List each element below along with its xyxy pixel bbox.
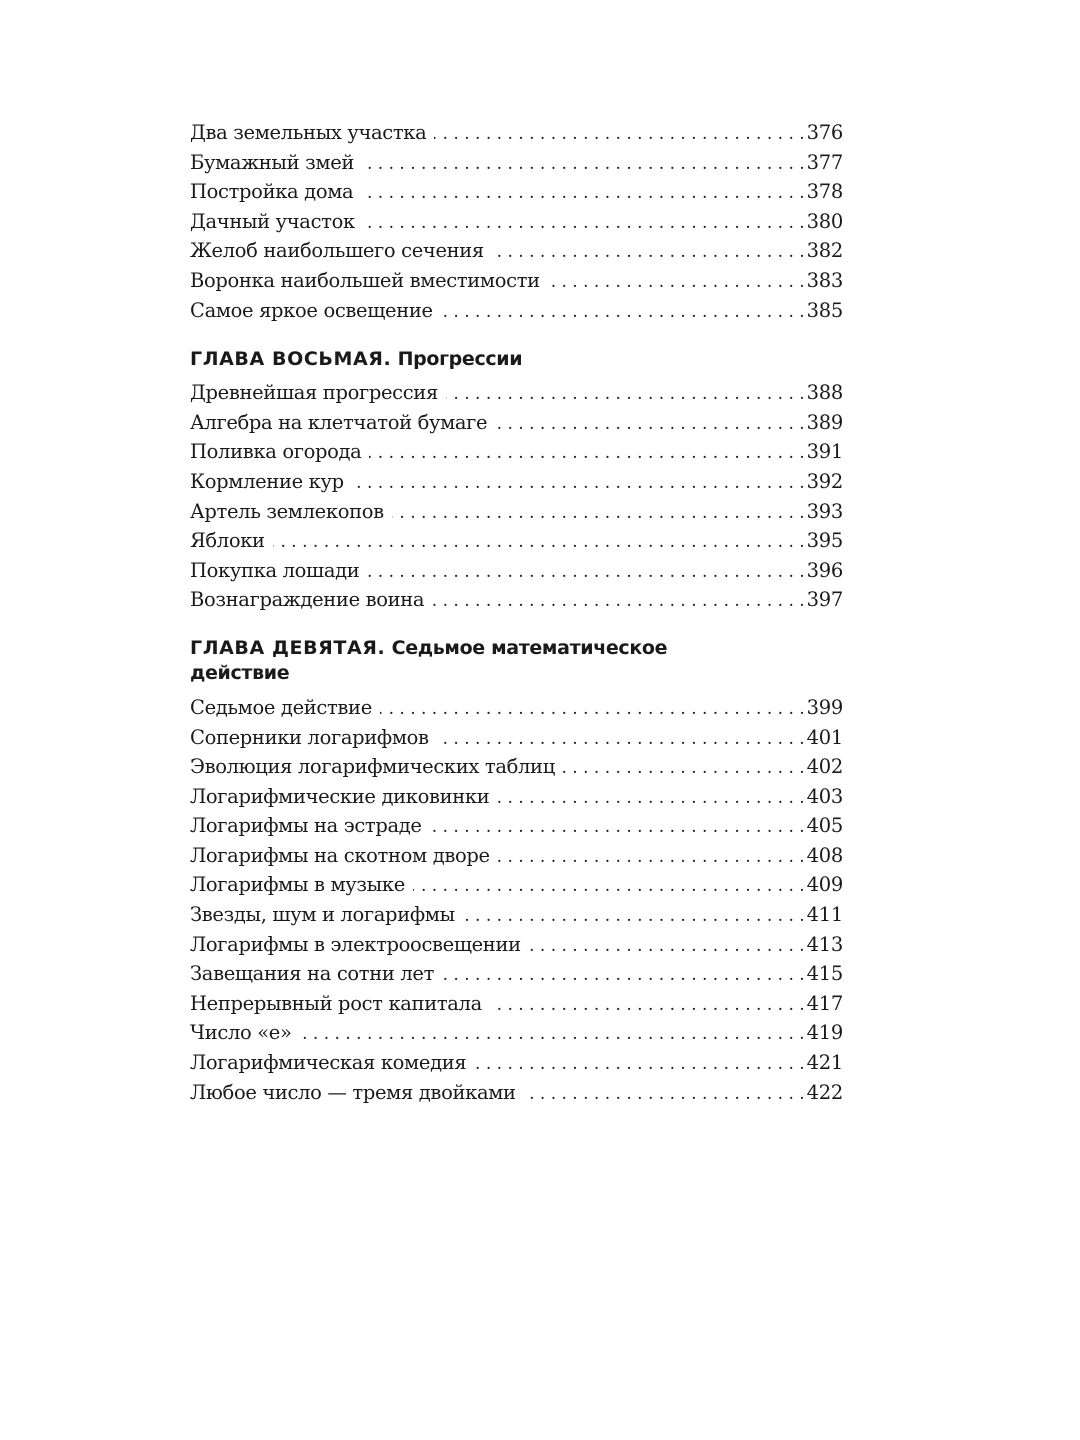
toc-entry-title: Желоб наибольшего сечения [190, 239, 484, 263]
toc-entry-title: Яблоки [190, 529, 265, 553]
dot-leader [497, 784, 804, 814]
toc-entry-page: 383 [806, 268, 843, 292]
dot-leader [446, 380, 805, 410]
toc-entry-page: 392 [806, 469, 843, 493]
toc-entry [190, 177, 843, 207]
dot-leader [548, 268, 805, 298]
toc-entry [190, 1078, 843, 1108]
dot-leader [432, 587, 804, 617]
toc-entry [190, 526, 843, 556]
toc-entry-page: 380 [806, 209, 843, 233]
toc-entry-title: Постройка дома [190, 180, 354, 204]
toc-entry [190, 1048, 843, 1078]
dot-leader [392, 499, 805, 529]
toc-entry-title: Любое число — тремя двойками [190, 1080, 516, 1104]
toc-entry [190, 782, 843, 812]
dot-leader [463, 902, 805, 932]
toc-entry-page: 382 [806, 239, 843, 263]
dot-leader [363, 209, 805, 239]
toc-entry-page: 389 [806, 410, 843, 434]
chapter-label: ГЛАВА ВОСЬМАЯ. [190, 348, 392, 371]
dot-leader [352, 469, 805, 499]
toc-entry-title: Дачный участок [190, 209, 355, 233]
toc-entry [190, 752, 843, 782]
toc-entry [190, 207, 843, 237]
toc-entry-title: Бумажный змей [190, 150, 355, 174]
toc-entry-title: Воронка наибольшей вместимости [190, 268, 540, 292]
dot-leader [300, 1020, 805, 1050]
toc-entry-title: Алгебра на клетчатой бумаге [190, 410, 488, 434]
dot-leader [490, 991, 805, 1021]
toc-entry-title: Древнейшая прогрессия [190, 381, 438, 405]
dot-leader [434, 120, 804, 150]
toc-entry-page: 388 [806, 381, 843, 405]
toc-entry-page: 396 [806, 558, 843, 582]
toc-entry-page: 376 [806, 121, 843, 144]
toc-entry [190, 959, 843, 989]
toc-section-chapter-8 [190, 378, 843, 615]
toc-entry-page: 411 [806, 903, 843, 927]
toc-entry-title: Звезды, шум и логарифмы [190, 903, 455, 927]
toc-entry-page: 391 [806, 440, 843, 464]
toc-entry-page: 421 [806, 1051, 843, 1075]
dot-leader [563, 754, 805, 784]
toc-entry [190, 148, 843, 178]
toc-entry-page: 413 [806, 932, 843, 956]
toc-entry [190, 900, 843, 930]
chapter-title: Прогрессии [397, 348, 523, 371]
toc-entry-page: 415 [806, 962, 843, 986]
toc-entry-page: 402 [806, 755, 843, 779]
toc-entry-page: 408 [806, 843, 843, 867]
toc-entry-title: Кормление кур [190, 469, 344, 493]
dot-leader [441, 298, 805, 328]
toc-entry-page: 395 [806, 529, 843, 553]
toc-entry [190, 989, 843, 1019]
chapter-label: ГЛАВА ДЕВЯТАЯ. [190, 636, 386, 659]
toc-entry-page: 385 [806, 298, 843, 322]
toc-entry [190, 870, 843, 900]
toc-entry-title: Артель землекопов [190, 499, 384, 523]
dot-leader [380, 695, 805, 725]
dot-leader [442, 961, 805, 991]
toc-entry-page: 419 [806, 1021, 843, 1045]
toc-entry-title: Логарифмическая комедия [190, 1051, 467, 1075]
toc-entry [190, 723, 843, 753]
toc-entry-title: Седьмое действие [190, 695, 372, 719]
toc-entry-title: Покупка лошади [190, 558, 360, 582]
toc-entry [190, 296, 843, 326]
toc-entry-title: Самое яркое освещение [190, 298, 433, 322]
toc-entry [190, 467, 843, 497]
dot-leader [369, 439, 804, 469]
toc-entry [190, 556, 843, 586]
toc-entry-title: Логарифмы на эстраде [190, 814, 422, 838]
toc-entry-page: 405 [806, 814, 843, 838]
toc-entry-title: Непрерывный рост капитала [190, 991, 482, 1015]
toc-entry [190, 266, 843, 296]
dot-leader [495, 410, 804, 440]
toc-entry-title: Эволюция логарифмических таблиц [190, 755, 555, 779]
toc-entry [190, 1018, 843, 1048]
toc-entry-page: 378 [806, 180, 843, 204]
toc-entry [190, 118, 843, 148]
toc-entry-title: Логарифмы в музыке [190, 873, 405, 897]
toc-entry [190, 693, 843, 723]
dot-leader [413, 872, 805, 902]
toc-entry [190, 930, 843, 960]
toc-entry-page: 422 [806, 1080, 843, 1104]
toc-entry-title: Два земельных участка [190, 121, 427, 144]
toc-entry-title: Логарифмы в электроосвещении [190, 932, 521, 956]
toc-entry [190, 236, 843, 266]
toc-section-continuation [190, 118, 843, 325]
toc-entry-title: Вознаграждение воина [190, 588, 425, 612]
toc-entry-title: Поливка огорода [190, 440, 362, 464]
toc-entry-title: Соперники логарифмов [190, 725, 429, 749]
dot-leader [273, 528, 805, 558]
toc-entry [190, 841, 843, 871]
chapter-heading [190, 636, 710, 686]
dot-leader [492, 238, 805, 268]
chapter-title: Седьмое математическое действие [190, 636, 668, 684]
dot-leader [498, 843, 805, 873]
toc-entry-title: Число «е» [190, 1021, 292, 1045]
toc-section-chapter-9 [190, 693, 843, 1107]
toc-entry-title: Завещания на сотни лет [190, 962, 435, 986]
chapter-heading [190, 347, 710, 372]
toc-entry [190, 497, 843, 527]
toc-entry-page: 393 [806, 499, 843, 523]
toc-entry-page: 399 [806, 695, 843, 719]
dot-leader [362, 150, 805, 180]
toc-entry-page: 397 [806, 588, 843, 612]
toc-entry-title: Логарифмы на скотном дворе [190, 843, 490, 867]
dot-leader [361, 179, 804, 209]
toc-entry [190, 437, 843, 467]
toc-entry-title: Логарифмические диковинки [190, 784, 490, 808]
toc-entry-page: 377 [806, 150, 843, 174]
toc-entry-page: 409 [806, 873, 843, 897]
toc-entry [190, 378, 843, 408]
dot-leader [437, 725, 805, 755]
dot-leader [474, 1050, 804, 1080]
table-of-contents [190, 118, 843, 1107]
toc-entry-page: 417 [806, 991, 843, 1015]
toc-entry [190, 585, 843, 615]
dot-leader [430, 813, 805, 843]
toc-entry [190, 408, 843, 438]
dot-leader [367, 558, 804, 588]
toc-entry [190, 811, 843, 841]
toc-entry-page: 401 [806, 725, 843, 749]
dot-leader [529, 932, 805, 962]
dot-leader [524, 1080, 805, 1110]
toc-entry-page: 403 [806, 784, 843, 808]
